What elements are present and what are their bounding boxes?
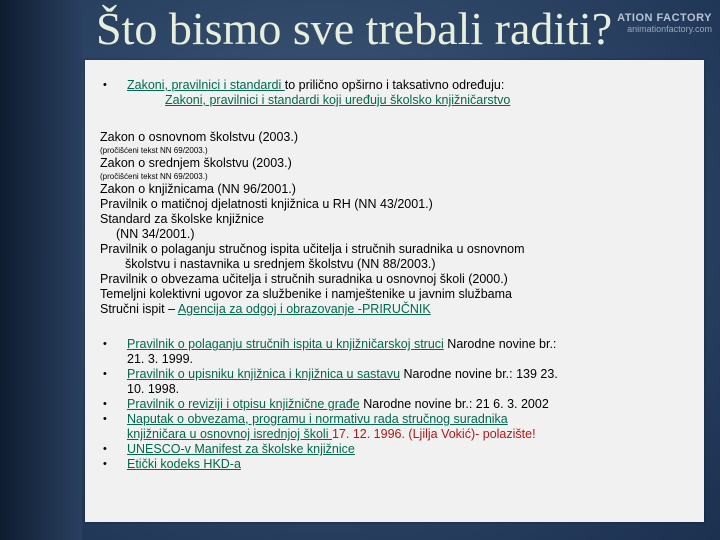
item-text: Narodne novine br.: <box>443 337 557 351</box>
link-naputak-obveze[interactable]: Naputak o obvezama, programu i normativu rada stručnog suradnika <box>127 412 508 426</box>
item-highlight-text: 17. 12. 1996. (Ljilja Vokić)- polazište! <box>331 427 536 441</box>
law-item: Pravilnik o matičnoj djelatnosti knjižnica u RH (NN 43/2001.) <box>100 197 433 211</box>
slide-title: Što bismo sve trebali raditi? <box>96 3 613 54</box>
list-item <box>100 442 696 457</box>
intro-text: to prilično opširno i taksativno određuju: <box>284 78 505 92</box>
bullet-dot: • <box>103 413 107 425</box>
list-item <box>100 397 696 412</box>
logo-line-1: ATION FACTORY <box>617 12 712 24</box>
bullet-dot: • <box>103 458 107 470</box>
left-decorative-bar <box>0 0 82 540</box>
exam-item <box>100 302 696 317</box>
link-pravilnik-upisnik[interactable]: Pravilnik o upisniku knjižnica i knjižnica u sastavu <box>127 367 401 381</box>
law-note: (pročišćeni tekst NN 69/2003.) <box>100 172 208 181</box>
law-item: Pravilnik o polaganju stručnog ispita učitelja i stručnih suradnika u osnovnom <box>100 242 525 256</box>
link-zakoni-pravilnici[interactable]: Zakoni, pravilnici i standardi <box>127 78 285 92</box>
link-unesco-manifest[interactable]: UNESCO-v Manifest za školske knjižnice <box>127 442 355 456</box>
law-item: Standard za školske knjižnice <box>100 212 264 226</box>
link-naputak-obveze-cont[interactable]: knjižničara u osnovnoj isrednjoj školi <box>127 427 332 441</box>
bullet-dot: • <box>103 398 107 410</box>
watermark-logo <box>617 12 712 34</box>
link-agencija-prirucnik[interactable]: Agencija za odgoj i obrazovanje -PRIRUČNIK <box>177 302 431 316</box>
law-item: Temeljni kolektivni ugovor za službenike i namještenike u javnim službama <box>100 287 512 301</box>
list-item <box>100 457 696 472</box>
law-item: Zakon o srednjem školstvu (2003.) <box>100 156 292 170</box>
link-zakoni-skolsko-knjiznicarstvo[interactable]: Zakoni, pravilnici i standardi koji uređuju školsko knjižničarstvo <box>165 93 511 107</box>
bullet-dot: • <box>103 443 107 455</box>
law-item: školstvu i nastavnika u srednjem školstvu (NN 88/2003.) <box>125 257 436 271</box>
law-item: Zakon o knjižnicama (NN 96/2001.) <box>100 182 296 196</box>
law-item: Pravilnik o obvezama učitelja i stručnih suradnika u osnovnoj školi (2000.) <box>100 272 508 286</box>
law-item: Zakon o osnovnom školstvu (2003.) <box>100 130 299 144</box>
link-pravilnik-strucni-ispiti[interactable]: Pravilnik o polaganju stručnih ispita u knjižničarskoj struci <box>127 337 444 351</box>
item-text: Narodne novine br.: 139 23. <box>400 367 558 381</box>
list-item <box>100 412 696 442</box>
item-text: 21. 3. 1999. <box>127 352 194 366</box>
link-pravilnik-revizija[interactable]: Pravilnik o reviziji i otpisu knjižnične građe <box>127 397 360 411</box>
item-text: Narodne novine br.: 21 6. 3. 2002 <box>359 397 549 411</box>
law-item: (NN 34/2001.) <box>116 227 195 241</box>
item-text: 10. 1998. <box>127 382 180 396</box>
link-eticki-kodeks[interactable]: Etički kodeks HKD-a <box>127 457 241 471</box>
intro-bullet <box>100 78 696 108</box>
bullet-dot: • <box>103 338 107 350</box>
content-body <box>100 78 696 472</box>
bullet-dot: • <box>103 368 107 380</box>
bullet-dot: • <box>103 79 107 91</box>
exam-text: Stručni ispit – <box>100 302 178 316</box>
list-item <box>100 367 696 397</box>
list-item <box>100 337 696 367</box>
logo-line-2: animationfactory.com <box>627 24 712 34</box>
law-note: (pročišćeni tekst NN 69/2003.) <box>100 146 208 155</box>
